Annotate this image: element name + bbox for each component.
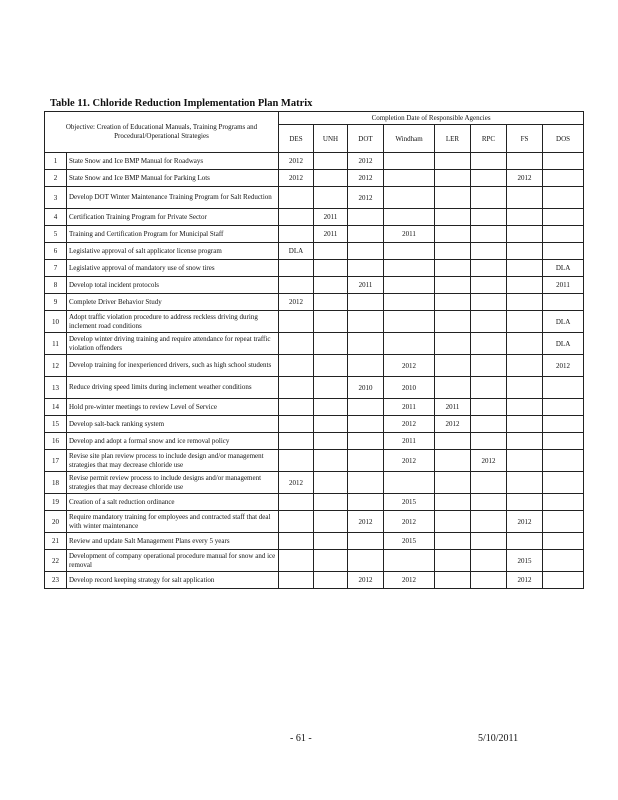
completion-date-cell: [507, 355, 543, 377]
completion-date-cell: [279, 511, 314, 533]
completion-date-cell: [314, 572, 348, 589]
completion-date-cell: [348, 494, 384, 511]
completion-date-cell: [279, 416, 314, 433]
completion-date-cell: [507, 416, 543, 433]
completion-date-cell: [384, 209, 435, 226]
completion-date-cell: [507, 311, 543, 333]
objective-text: Develop and adopt a formal snow and ice removal policy: [67, 433, 279, 450]
row-number: 22: [45, 550, 67, 572]
completion-date-cell: [314, 187, 348, 209]
row-number: 15: [45, 416, 67, 433]
completion-date-cell: 2015: [384, 533, 435, 550]
agencies-group-header: Completion Date of Responsible Agencies: [279, 112, 584, 125]
completion-date-cell: [314, 277, 348, 294]
completion-date-cell: [279, 494, 314, 511]
completion-date-cell: [279, 187, 314, 209]
objective-text: Adopt traffic violation procedure to address reckless driving during inclement road conditions: [67, 311, 279, 333]
completion-date-cell: [348, 333, 384, 355]
completion-date-cell: [543, 377, 584, 399]
completion-date-cell: [507, 260, 543, 277]
completion-date-cell: [435, 450, 471, 472]
completion-date-cell: [435, 294, 471, 311]
agency-header: RPC: [471, 125, 507, 153]
table-row: [45, 294, 584, 311]
objective-text: Hold pre-winter meetings to review Level of Service: [67, 399, 279, 416]
completion-date-cell: [384, 472, 435, 494]
completion-date-cell: [314, 416, 348, 433]
objective-text: Review and update Salt Management Plans every 5 years: [67, 533, 279, 550]
completion-date-cell: [435, 533, 471, 550]
row-number: 8: [45, 277, 67, 294]
objective-text: Require mandatory training for employees and contracted staff that deal with winter maintenance: [67, 511, 279, 533]
completion-date-cell: [384, 187, 435, 209]
agency-header: LER: [435, 125, 471, 153]
completion-date-cell: [348, 311, 384, 333]
table-row: [45, 243, 584, 260]
completion-date-cell: 2015: [507, 550, 543, 572]
completion-date-cell: [471, 399, 507, 416]
completion-date-cell: [507, 187, 543, 209]
objective-text: Revise site plan review process to include design and/or management strategies that may decrease chloride use: [67, 450, 279, 472]
objective-header: Objective: Creation of Educational Manuals, Training Programs and Procedural/Operational Strategies: [45, 112, 279, 153]
agency-header: DES: [279, 125, 314, 153]
completion-date-cell: [314, 243, 348, 260]
completion-date-cell: [279, 377, 314, 399]
completion-date-cell: [435, 170, 471, 187]
objective-text: Reduce driving speed limits during inclement weather conditions: [67, 377, 279, 399]
completion-date-cell: [507, 533, 543, 550]
completion-date-cell: [435, 355, 471, 377]
table-row: [45, 494, 584, 511]
completion-date-cell: [543, 494, 584, 511]
completion-date-cell: DLA: [543, 260, 584, 277]
completion-date-cell: [435, 226, 471, 243]
completion-date-cell: [348, 450, 384, 472]
completion-date-cell: [384, 311, 435, 333]
table-title: Table 11. Chloride Reduction Implementation Plan Matrix: [50, 98, 313, 109]
completion-date-cell: [471, 377, 507, 399]
row-number: 7: [45, 260, 67, 277]
completion-date-cell: [348, 433, 384, 450]
completion-date-cell: [507, 277, 543, 294]
completion-date-cell: [279, 550, 314, 572]
completion-date-cell: [348, 472, 384, 494]
completion-date-cell: [314, 399, 348, 416]
agency-header: DOT: [348, 125, 384, 153]
completion-date-cell: [543, 511, 584, 533]
completion-date-cell: [435, 494, 471, 511]
completion-date-cell: [435, 153, 471, 170]
completion-date-cell: [435, 377, 471, 399]
completion-date-cell: [314, 333, 348, 355]
completion-date-cell: [279, 399, 314, 416]
completion-date-cell: [435, 187, 471, 209]
completion-date-cell: DLA: [543, 333, 584, 355]
table-row: [45, 333, 584, 355]
completion-date-cell: [543, 450, 584, 472]
completion-date-cell: [507, 472, 543, 494]
completion-date-cell: [543, 153, 584, 170]
completion-date-cell: [507, 294, 543, 311]
completion-date-cell: [279, 209, 314, 226]
completion-date-cell: [471, 260, 507, 277]
completion-date-cell: [314, 294, 348, 311]
row-number: 17: [45, 450, 67, 472]
page-number: - 61 -: [290, 733, 312, 744]
table-row: [45, 416, 584, 433]
completion-date-cell: [314, 433, 348, 450]
completion-date-cell: [314, 494, 348, 511]
objective-text: Legislative approval of mandatory use of snow tires: [67, 260, 279, 277]
completion-date-cell: [314, 450, 348, 472]
objective-text: Develop DOT Winter Maintenance Training Program for Salt Reduction: [67, 187, 279, 209]
completion-date-cell: [279, 226, 314, 243]
completion-date-cell: [543, 433, 584, 450]
row-number: 14: [45, 399, 67, 416]
table-row: [45, 209, 584, 226]
completion-date-cell: [314, 355, 348, 377]
completion-date-cell: [279, 533, 314, 550]
completion-date-cell: [384, 550, 435, 572]
completion-date-cell: [348, 416, 384, 433]
table-row: [45, 355, 584, 377]
completion-date-cell: 2012: [384, 511, 435, 533]
completion-date-cell: [471, 472, 507, 494]
completion-date-cell: [348, 260, 384, 277]
completion-date-cell: [314, 311, 348, 333]
completion-date-cell: [507, 433, 543, 450]
completion-date-cell: [507, 450, 543, 472]
completion-date-cell: [471, 550, 507, 572]
completion-date-cell: [384, 243, 435, 260]
completion-date-cell: [507, 209, 543, 226]
completion-date-cell: [384, 170, 435, 187]
completion-date-cell: 2012: [279, 153, 314, 170]
completion-date-cell: 2012: [279, 294, 314, 311]
table-row: [45, 572, 584, 589]
completion-date-cell: [279, 277, 314, 294]
completion-date-cell: [543, 294, 584, 311]
completion-date-cell: [348, 355, 384, 377]
completion-date-cell: DLA: [543, 311, 584, 333]
objective-text: Creation of a salt reduction ordinance: [67, 494, 279, 511]
completion-date-cell: [471, 433, 507, 450]
objective-text: Complete Driver Behavior Study: [67, 294, 279, 311]
completion-date-cell: [435, 243, 471, 260]
completion-date-cell: [471, 209, 507, 226]
completion-date-cell: [435, 277, 471, 294]
objective-text: Develop winter driving training and require attendance for repeat traffic violation offenders: [67, 333, 279, 355]
agency-header: Windham: [384, 125, 435, 153]
completion-date-cell: [471, 333, 507, 355]
completion-date-cell: [507, 494, 543, 511]
completion-date-cell: 2012: [507, 572, 543, 589]
completion-date-cell: [348, 209, 384, 226]
completion-date-cell: [471, 226, 507, 243]
row-number: 3: [45, 187, 67, 209]
completion-date-cell: [507, 243, 543, 260]
table-row: [45, 550, 584, 572]
completion-date-cell: [471, 243, 507, 260]
completion-date-cell: [314, 533, 348, 550]
completion-date-cell: [435, 311, 471, 333]
completion-date-cell: [435, 572, 471, 589]
table-row: [45, 377, 584, 399]
completion-date-cell: [543, 170, 584, 187]
completion-date-cell: [314, 472, 348, 494]
table-row: [45, 153, 584, 170]
completion-date-cell: 2011: [314, 226, 348, 243]
row-number: 2: [45, 170, 67, 187]
row-number: 9: [45, 294, 67, 311]
objective-text: State Snow and Ice BMP Manual for Roadways: [67, 153, 279, 170]
completion-date-cell: 2012: [279, 170, 314, 187]
completion-date-cell: [507, 377, 543, 399]
completion-date-cell: [314, 550, 348, 572]
completion-date-cell: [435, 550, 471, 572]
completion-date-cell: [543, 416, 584, 433]
row-number: 18: [45, 472, 67, 494]
completion-date-cell: [435, 433, 471, 450]
completion-date-cell: [384, 260, 435, 277]
completion-date-cell: [435, 511, 471, 533]
completion-date-cell: [348, 243, 384, 260]
agency-header: UNH: [314, 125, 348, 153]
completion-date-cell: [435, 260, 471, 277]
completion-date-cell: 2011: [384, 226, 435, 243]
completion-date-cell: [471, 277, 507, 294]
completion-date-cell: 2012: [348, 187, 384, 209]
completion-date-cell: [543, 472, 584, 494]
completion-date-cell: [279, 260, 314, 277]
table-row: [45, 277, 584, 294]
row-number: 6: [45, 243, 67, 260]
completion-date-cell: 2012: [348, 153, 384, 170]
completion-date-cell: [471, 311, 507, 333]
objective-text: Develop total incident protocols: [67, 277, 279, 294]
completion-date-cell: 2011: [314, 209, 348, 226]
objective-text: Development of company operational procedure manual for snow and ice removal: [67, 550, 279, 572]
completion-date-cell: 2012: [279, 472, 314, 494]
completion-date-cell: [507, 153, 543, 170]
table-row: [45, 511, 584, 533]
completion-date-cell: [471, 511, 507, 533]
row-number: 12: [45, 355, 67, 377]
completion-date-cell: [348, 533, 384, 550]
completion-date-cell: 2012: [507, 511, 543, 533]
completion-date-cell: 2012: [435, 416, 471, 433]
completion-date-cell: 2011: [543, 277, 584, 294]
completion-date-cell: [384, 277, 435, 294]
table-row: [45, 187, 584, 209]
row-number: 10: [45, 311, 67, 333]
completion-date-cell: [471, 355, 507, 377]
row-number: 20: [45, 511, 67, 533]
completion-date-cell: [384, 153, 435, 170]
completion-date-cell: 2012: [348, 572, 384, 589]
completion-date-cell: 2010: [384, 377, 435, 399]
completion-date-cell: 2011: [384, 399, 435, 416]
completion-date-cell: [471, 494, 507, 511]
completion-date-cell: 2011: [435, 399, 471, 416]
completion-date-cell: [314, 377, 348, 399]
completion-date-cell: [543, 533, 584, 550]
completion-date-cell: 2012: [471, 450, 507, 472]
objective-text: Certification Training Program for Private Sector: [67, 209, 279, 226]
objective-text: Develop salt-back ranking system: [67, 416, 279, 433]
implementation-plan-table: [44, 111, 584, 589]
completion-date-cell: [384, 333, 435, 355]
completion-date-cell: [543, 243, 584, 260]
completion-date-cell: 2012: [507, 170, 543, 187]
completion-date-cell: [314, 260, 348, 277]
completion-date-cell: 2015: [384, 494, 435, 511]
completion-date-cell: 2012: [384, 572, 435, 589]
objective-text: Training and Certification Program for Municipal Staff: [67, 226, 279, 243]
completion-date-cell: 2011: [348, 277, 384, 294]
agency-header: DOS: [543, 125, 584, 153]
completion-date-cell: [507, 399, 543, 416]
completion-date-cell: [471, 187, 507, 209]
completion-date-cell: [279, 355, 314, 377]
row-number: 16: [45, 433, 67, 450]
completion-date-cell: 2010: [348, 377, 384, 399]
completion-date-cell: [348, 294, 384, 311]
completion-date-cell: 2011: [384, 433, 435, 450]
row-number: 19: [45, 494, 67, 511]
completion-date-cell: [279, 433, 314, 450]
row-number: 13: [45, 377, 67, 399]
row-number: 4: [45, 209, 67, 226]
agency-header: FS: [507, 125, 543, 153]
completion-date-cell: 2012: [348, 511, 384, 533]
document-date: 5/10/2011: [478, 733, 519, 744]
completion-date-cell: 2012: [384, 450, 435, 472]
completion-date-cell: 2012: [348, 170, 384, 187]
completion-date-cell: [507, 226, 543, 243]
row-number: 1: [45, 153, 67, 170]
completion-date-cell: 2012: [384, 355, 435, 377]
completion-date-cell: [435, 472, 471, 494]
table-row: [45, 311, 584, 333]
completion-date-cell: [543, 209, 584, 226]
completion-date-cell: [543, 572, 584, 589]
completion-date-cell: [314, 153, 348, 170]
objective-text: Legislative approval of salt applicator license program: [67, 243, 279, 260]
table-row: [45, 533, 584, 550]
completion-date-cell: [543, 226, 584, 243]
objective-text: Revise permit review process to include designs and/or management strategies that may decrease chloride use: [67, 472, 279, 494]
completion-date-cell: [471, 153, 507, 170]
completion-date-cell: [314, 170, 348, 187]
completion-date-cell: 2012: [543, 355, 584, 377]
table-body: [45, 153, 584, 589]
completion-date-cell: [384, 294, 435, 311]
completion-date-cell: [507, 333, 543, 355]
table-row: [45, 170, 584, 187]
table-row: [45, 472, 584, 494]
completion-date-cell: [348, 226, 384, 243]
completion-date-cell: [348, 550, 384, 572]
table-row: [45, 450, 584, 472]
completion-date-cell: [471, 170, 507, 187]
completion-date-cell: [279, 450, 314, 472]
completion-date-cell: [471, 294, 507, 311]
completion-date-cell: [543, 399, 584, 416]
completion-date-cell: [279, 572, 314, 589]
completion-date-cell: 2012: [384, 416, 435, 433]
completion-date-cell: [279, 333, 314, 355]
completion-date-cell: [314, 511, 348, 533]
completion-date-cell: [471, 416, 507, 433]
table-row: [45, 399, 584, 416]
completion-date-cell: [348, 399, 384, 416]
completion-date-cell: [543, 550, 584, 572]
completion-date-cell: [435, 333, 471, 355]
objective-text: Develop record keeping strategy for salt application: [67, 572, 279, 589]
table-row: [45, 226, 584, 243]
objective-text: Develop training for inexperienced drivers, such as high school students: [67, 355, 279, 377]
completion-date-cell: [543, 187, 584, 209]
completion-date-cell: [471, 533, 507, 550]
row-number: 5: [45, 226, 67, 243]
completion-date-cell: [435, 209, 471, 226]
completion-date-cell: DLA: [279, 243, 314, 260]
table-row: [45, 260, 584, 277]
completion-date-cell: [471, 572, 507, 589]
table-row: [45, 433, 584, 450]
completion-date-cell: [279, 311, 314, 333]
row-number: 21: [45, 533, 67, 550]
row-number: 11: [45, 333, 67, 355]
row-number: 23: [45, 572, 67, 589]
objective-text: State Snow and Ice BMP Manual for Parking Lots: [67, 170, 279, 187]
